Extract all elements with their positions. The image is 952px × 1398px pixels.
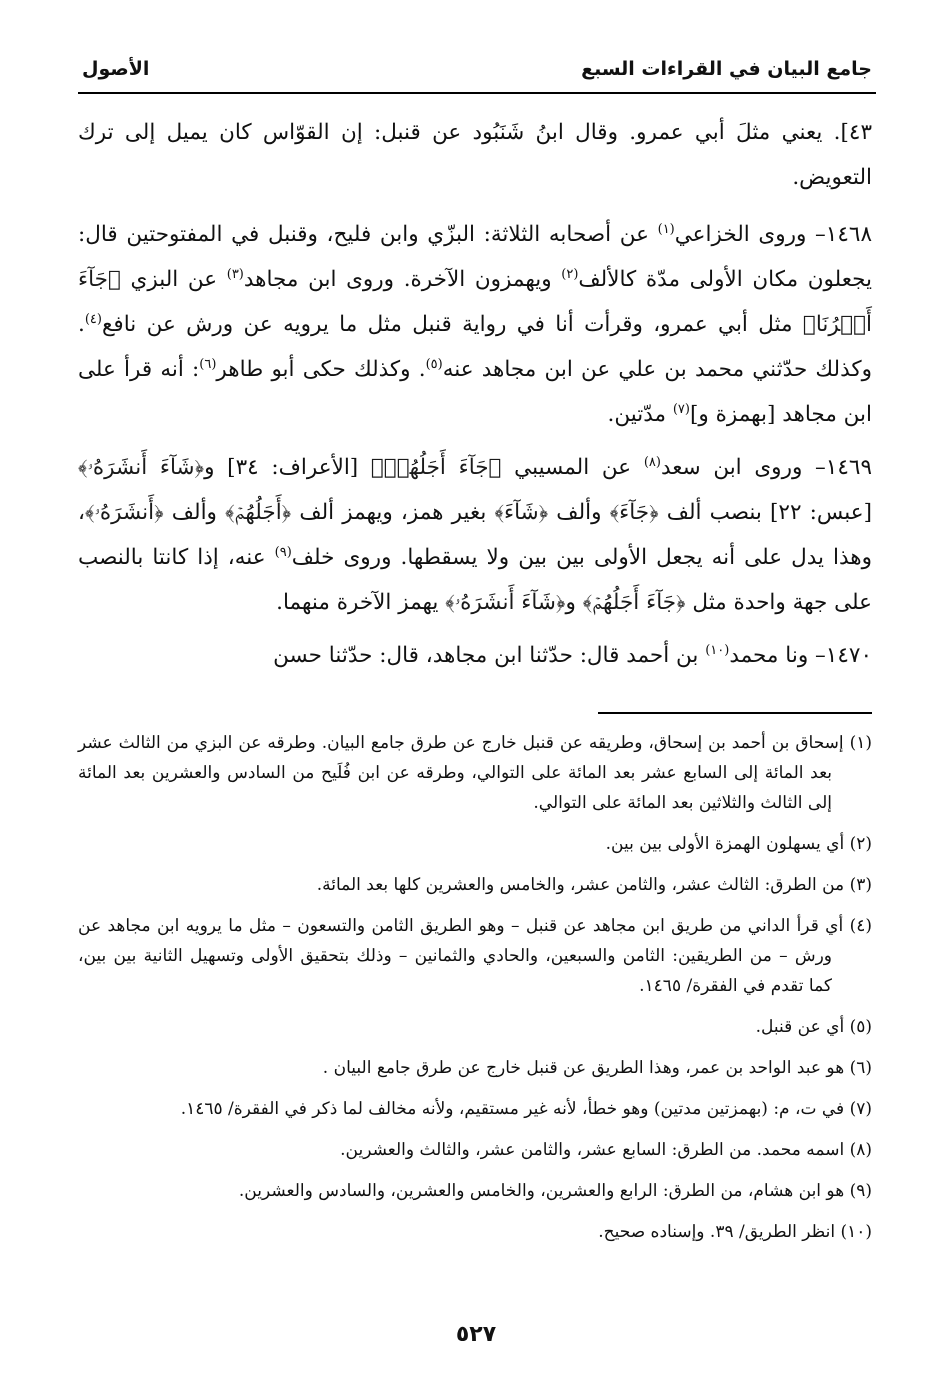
main-text — [78, 110, 872, 686]
quran-quote: ﴿جَآءَ أَمۡرُنَا﴾ — [78, 267, 872, 337]
paragraph-1469 — [78, 445, 872, 625]
footnote-ref: (٨) — [643, 454, 661, 470]
paragraph-1470 — [78, 633, 872, 678]
footnote-ref: (٥) — [425, 356, 443, 372]
quran-quote: ﴿شَآءَ أَنشَرَهُۥ﴾ — [445, 590, 566, 615]
text-run: [الأعراف: ٣٤] و — [204, 455, 371, 480]
text-run: عن أصحابه الثلاثة: البزّي وابن فليح، وقنبل في المفتوحتين قال: يجعلون مكان الأولى مدّة كالألف — [78, 222, 872, 292]
page-number: ٥٢٧ — [455, 1322, 497, 1347]
text-run: ١٤٧٠– ونا محمد — [729, 643, 872, 668]
quran-quote: ﴿شَآءَ أَنشَرَهُۥ﴾ — [78, 455, 205, 480]
paragraph-continuation: ٤٣]. يعني مثلَ أبي عمرو. وقال ابنُ شَنَبُود عن قنبل: إن القوّاس كان يميل إلى ترك التعويض. — [78, 120, 872, 190]
text-run: عنه، إذا كانتا بالنصب على جهة واحدة مثل — [78, 545, 872, 615]
text-run: . وكذلك حدّثني محمد بن علي عن ابن مجاهد عنه — [78, 312, 872, 382]
footnote-ref: (١) — [657, 221, 675, 237]
section-title: الأصول — [82, 58, 150, 80]
running-header — [82, 52, 872, 92]
text-run: و — [565, 590, 583, 615]
footnote: (٤) أي قرأ الداني من طريق ابن مجاهد عن قنبل – وهو الطريق الثامن والتسعون – مثل ما يرويه ابن مجاهد عن ورش – من الطريقين: الثامن والسبعين، والحادي والثمانين – وذلك بتحقيق الأولى وتسهيل الثانية بين بين، كما تقدم في الفقرة/ ١٤٦٥. — [78, 916, 872, 996]
text-run: . وكذلك حكى أبو طاهر — [216, 357, 426, 382]
footnote: (٥) أي عن قنبل. — [755, 1017, 872, 1037]
footnote-ref: (٧) — [672, 401, 690, 417]
text-run: ، وهذا يدل على أنه يجعل الأولى بين بين ولا يسقطها. وروى خلف — [78, 500, 873, 570]
quran-quote: ﴿جَآءَ﴾ — [609, 500, 659, 525]
text-run: عن البزي — [120, 267, 227, 292]
text-run: بغير همز، ويهمز ألف — [291, 500, 495, 525]
header-rule — [78, 92, 876, 94]
quran-quote: ﴿جَآءَ أَجَلُهُمۡ﴾ — [370, 455, 502, 480]
paragraph-1468 — [78, 212, 872, 437]
text-run: ١٤٦٨– وروى الخزاعي — [674, 222, 872, 247]
book-title: جامع البيان في القراءات السبع — [581, 58, 872, 80]
text-run: بن أحمد قال: حدّثنا ابن مجاهد، قال: حدّثنا حسن — [273, 643, 706, 668]
footnote-ref: (١٠) — [705, 642, 730, 658]
footnote-ref: (٩) — [274, 544, 292, 560]
footnote: (٣) من الطرق: الثالث عشر، والثامن عشر، والخامس والعشرين كلها بعد المائة. — [316, 875, 872, 895]
quran-quote: ﴿جَآءَ أَجَلُهُمۡ﴾ — [582, 590, 686, 615]
text-run: وألف — [548, 500, 610, 525]
text-run: ١٤٦٩– وروى ابن سعد — [660, 455, 872, 480]
quran-quote: ﴿شَآءَ﴾ — [494, 500, 549, 525]
text-run: مثل أبي عمرو، وقرأت أنا في رواية قنبل مثل ما يرويه عن ورش عن نافع — [101, 312, 803, 337]
text-run: ويهمزون الآخرة. وروى ابن مجاهد — [243, 267, 562, 292]
footnote: (٩) هو ابن هشام، من الطرق: الرابع والعشرين، والخامس والعشرين، والسادس والعشرين. — [238, 1181, 872, 1201]
text-run: عن المسيبي — [501, 455, 644, 480]
footnote-rule — [598, 712, 872, 714]
footnote: (٨) اسمه محمد. من الطرق: السابع عشر، والثامن عشر، والثالث والعشرين. — [340, 1140, 872, 1160]
text-run: : أنه قرأ على ابن مجاهد [بهمزة و] — [78, 357, 872, 427]
text-run: [عبس: ٢٢] بنصب ألف — [658, 500, 872, 525]
text-run: يهمز الآخرة منهما. — [276, 590, 446, 615]
footnote: (٧) في ت، م: (بهمزتين مدتين) وهو خطأ، لأنه غير مستقيم، ولأنه مخالف لما ذكر في الفقرة/ ١٤٦٥. — [180, 1099, 872, 1119]
footnote: (١) إسحاق بن أحمد بن إسحاق، وطريقه عن قنبل خارج عن طرق جامع البيان. وطرقه عن البزي من الثالث عشر بعد المائة إلى السابع عشر بعد المائة على التوالي، وطرقه عن ابن فُلَيح من السادس والعشرين بعد المائة إلى الثالث والثلاثين بعد المائة على التوالي. — [78, 733, 872, 813]
footnotes — [78, 728, 872, 1258]
text-run: وألف — [163, 500, 226, 525]
text-run: مدّتين. — [607, 402, 673, 427]
quran-quote: ﴿أَنشَرَهُۥ﴾ — [84, 500, 164, 525]
footnote-ref: (٢) — [561, 266, 579, 282]
footnote: (٦) هو عبد الواحد بن عمر، وهذا الطريق عن قنبل خارج عن طرق جامع البيان . — [322, 1058, 872, 1078]
quran-quote: ﴿أَجَلُهُمۡ﴾ — [225, 500, 292, 525]
footnote-ref: (٤) — [84, 311, 102, 327]
footnote-ref: (٣) — [226, 266, 244, 282]
footnote-ref: (٦) — [199, 356, 217, 372]
footnote: (١٠) انظر الطريق/ ٣٩. وإسناده صحيح. — [598, 1222, 872, 1242]
footnote: (٢) أي يسهلون الهمزة الأولى بين بين. — [605, 834, 872, 854]
